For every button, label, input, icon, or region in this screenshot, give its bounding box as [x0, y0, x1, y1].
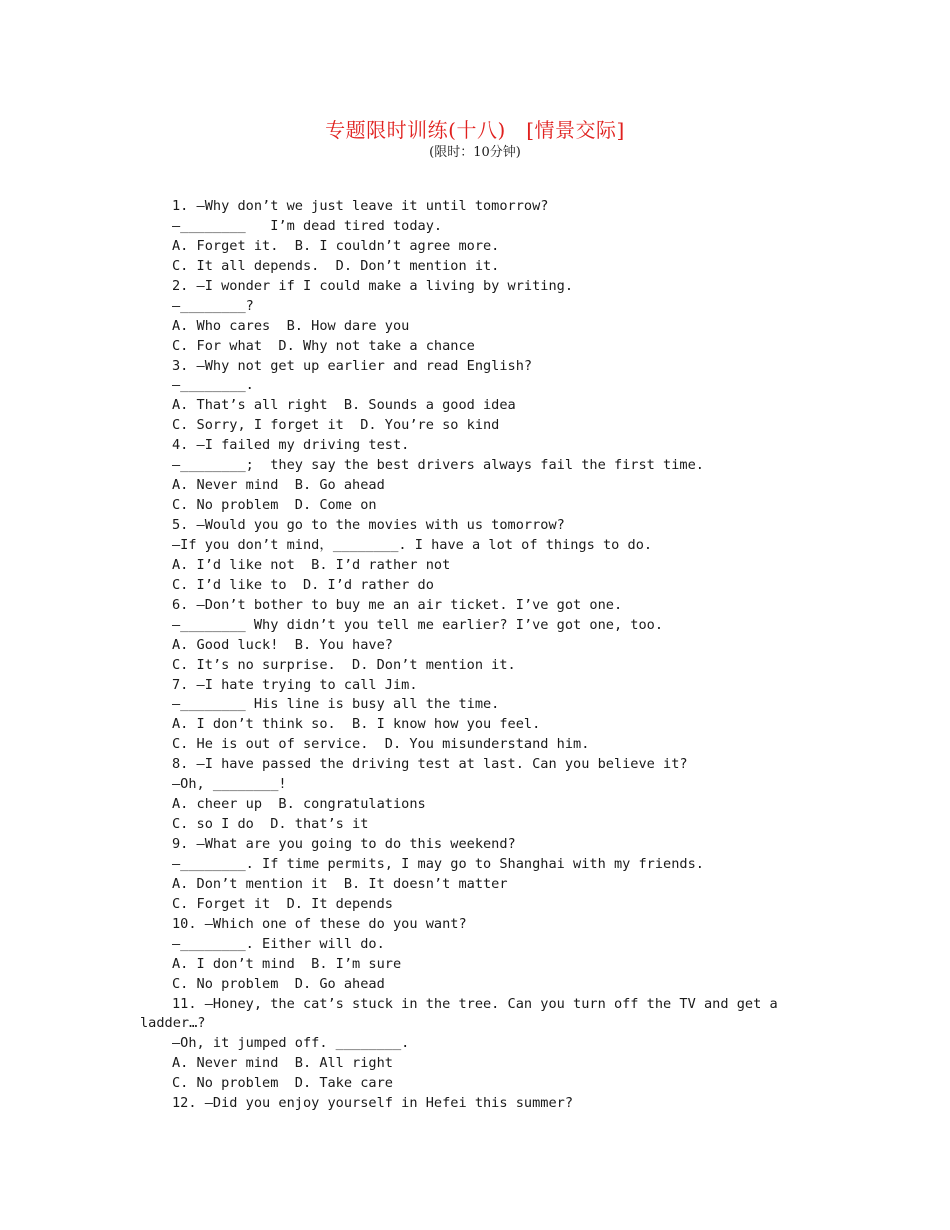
text-line: C. so I do D. that’s it	[172, 816, 369, 833]
text-line: 9. —What are you going to do this weekend?	[172, 836, 516, 852]
text-line: C. He is out of service. D. You misunderstand him.	[172, 736, 590, 753]
text-line: —________.	[172, 377, 254, 394]
text-line: ladder…?	[140, 1015, 206, 1032]
text-line: A. Never mind B. All right	[172, 1055, 393, 1072]
text-line: A. Never mind B. Go ahead	[172, 477, 385, 494]
text-line: 7. —I hate trying to call Jim.	[172, 676, 418, 693]
text-line: C. I’d like to D. I’d rather do	[172, 576, 434, 593]
text-line: A. Good luck! B. You have?	[172, 636, 393, 653]
text-line: A. cheer up B. congratulations	[172, 796, 426, 813]
text-line: A. Forget it. B. I couldn’t agree more.	[172, 237, 500, 254]
question-body	[140, 197, 820, 1114]
text-line: C. Sorry, I forget it D. You’re so kind	[172, 417, 500, 434]
text-line: —________. If time permits, I may go to Shanghai with my friends.	[172, 855, 704, 872]
text-line: 6. —Don’t bother to buy me an air ticket. I’ve got one.	[172, 596, 623, 613]
text-line: —________. Either will do.	[172, 935, 385, 952]
text-line: C. Forget it D. It depends	[172, 895, 393, 912]
text-line: A. Who cares B. How dare you	[172, 317, 410, 334]
text-line: —________ His line is busy all the time.	[172, 696, 500, 713]
text-line: —Oh, it jumped off. ________.	[172, 1035, 410, 1052]
text-line: —________; they say the best drivers always fail the first time.	[172, 457, 704, 474]
text-line: C. No problem D. Take care	[172, 1075, 393, 1092]
text-line: A. I’d like not B. I’d rather not	[172, 556, 451, 573]
text-line: 11. —Honey, the cat’s stuck in the tree. Can you turn off the TV and get a	[172, 995, 778, 1012]
text-line: —Oh, ________!	[172, 776, 287, 793]
text-line: 10. —Which one of these do you want?	[172, 915, 467, 932]
text-line: —________ Why didn’t you tell me earlier? I’ve got one, too.	[172, 616, 664, 633]
text-line: 2. —I wonder if I could make a living by writing.	[172, 277, 574, 294]
text-line: 8. —I have passed the driving test at last. Can you believe it?	[172, 756, 688, 773]
text-line: 1. —Why don’t we just leave it until tomorrow?	[172, 198, 549, 214]
text-line: A. That’s all right B. Sounds a good idea	[172, 397, 516, 414]
text-line: A. I don’t think so. B. I know how you feel.	[172, 716, 541, 733]
text-line: —________?	[172, 297, 254, 314]
time-limit-subtitle: (限时：10分钟)	[429, 145, 521, 160]
text-line: 4. —I failed my driving test.	[172, 437, 410, 454]
text-line: 5. —Would you go to the movies with us tomorrow?	[172, 517, 565, 533]
page-title: 专题限时训练(十八) [情景交际]	[325, 118, 625, 142]
text-line: C. No problem D. Come on	[172, 497, 377, 514]
text-line: —________ I’m dead tired today.	[172, 217, 443, 234]
text-line: C. For what D. Why not take a chance	[172, 337, 475, 354]
text-line: A. I don’t mind B. I’m sure	[172, 955, 402, 972]
text-line: 3. —Why not get up earlier and read English?	[172, 357, 533, 374]
text-line: 12. —Did you enjoy yourself in Hefei this summer?	[172, 1095, 574, 1112]
text-line: —If you don’t mind，________. I have a lot of things to do.	[172, 536, 653, 553]
text-line: A. Don’t mention it B. It doesn’t matter	[172, 875, 508, 892]
text-line: C. No problem D. Go ahead	[172, 975, 385, 992]
text-line: C. It all depends. D. Don’t mention it.	[172, 257, 500, 274]
text-line: C. It’s no surprise. D. Don’t mention it.	[172, 656, 516, 673]
